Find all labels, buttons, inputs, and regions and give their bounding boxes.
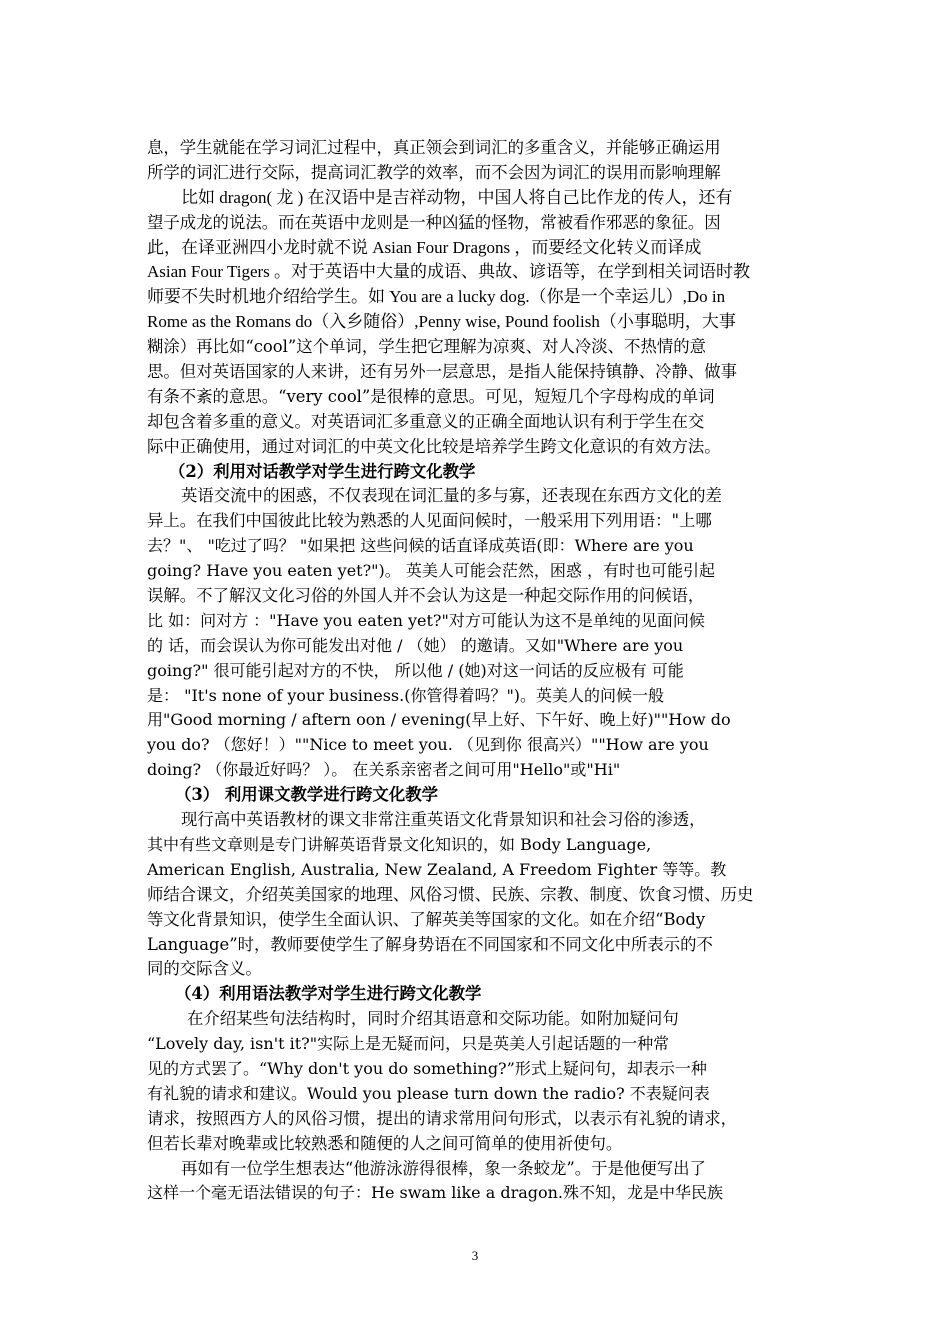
text-line: 但若长辈对晚辈或比较熟悉和随便的人之间可简单的使用祈使句。 bbox=[147, 1133, 623, 1153]
text-line: 再如有一位学生想表达“他游泳游得很棒，象一条蛟龙”。于是他便写出了 bbox=[181, 1158, 706, 1178]
text-line: 英语交流中的困惑，不仅表现在词汇量的多与寡，还表现在东西方文化的差 bbox=[181, 486, 722, 506]
text-line: 等文化背景知识，使学生全面认识、了解英美等国家的文化。如在介绍“Body bbox=[147, 909, 706, 929]
text-line: 息，学生就能在学习词汇过程中，真正领会到词汇的多重含义，并能够正确运用 bbox=[147, 138, 721, 157]
text-line: 却包含着多重的意义。对英语词汇多重意义的正确全面地认识有利于学生在交 bbox=[147, 411, 705, 431]
text-line: 异上。在我们中国彼此比较为熟悉的人见面问候时，一般采用下列用语："上哪 bbox=[147, 511, 712, 531]
text-line: “Lovely day, isn't it?"实际上是无疑而问，只是英美人引起话题的一种常 bbox=[147, 1034, 670, 1054]
text-line: 这样一个毫无语法错误的句子：He swam like a dragon.殊不知，龙是中华民族 bbox=[147, 1183, 724, 1203]
text-line: 比如 dragon( 龙 ) 在汉语中是吉祥动物，中国人将自己比作龙的传人，还有 bbox=[181, 187, 733, 207]
text-line: Rome as the Romans do（入乡随俗）,Penny wise, Pound foolish（小事聪明，大事 bbox=[147, 312, 736, 332]
body-text bbox=[147, 136, 807, 1206]
text-line: 请求，按照西方人的风俗习惯，提出的请求常用问句形式，以表示有礼貌的请求， bbox=[147, 1108, 738, 1128]
section-heading: （3） 利用课文教学进行跨文化教学 bbox=[175, 785, 438, 805]
text-line: going? Have you eaten yet?")。 英美人可能会茫然，困惑 ，有时也可能引起 bbox=[147, 561, 715, 581]
text-line: 思。但对英语国家的人来讲，还有另外一层意思，是指人能保持镇静、冷静、做事 bbox=[147, 362, 738, 382]
text-line: going?" 很可能引起对方的不快， 所以他 / (她)对这一问话的反应极有 可能 bbox=[147, 660, 684, 680]
text-line: 所学的词汇进行交际，提高词汇教学的效率，而不会因为词汇的误用而影响理解 bbox=[147, 162, 721, 182]
text-line: 是： "It's none of your business.(你管得着吗？")。英美人的问候一般 bbox=[147, 685, 665, 705]
page-number: 3 bbox=[471, 1248, 479, 1263]
text-line: Asian Four Tigers 。对于英语中大量的成语、典故、谚语等，在学到相关词语时教 bbox=[147, 262, 751, 282]
text-line: 见的方式罢了。“Why don't you do something?”形式上疑问句，却表示一种 bbox=[147, 1058, 707, 1078]
text-line: 际中正确使用，通过对词汇的中英文化比较是培养学生跨文化意识的有效方法。 bbox=[147, 436, 721, 456]
text-line: 在介绍某些句法结构时，同时介绍其语意和交际功能。如附加疑问句 bbox=[187, 1009, 679, 1029]
text-line: 有礼貌的请求和建议。Would you please turn down the radio? 不表疑问表 bbox=[147, 1083, 710, 1103]
text-line: Language”时，教师要使学生了解身势语在不同国家和不同文化中所表示的不 bbox=[147, 934, 713, 954]
text-line: 同的交际含义。 bbox=[147, 959, 262, 979]
text-line: 此，在译亚洲四小龙时就不说 Asian Four Dragons ，而要经文化转义而译成 bbox=[147, 237, 702, 257]
section-heading: （4）利用语法教学对学生进行跨文化教学 bbox=[175, 984, 482, 1004]
text-line: 误解。不了解汉文化习俗的外国人并不会认为这是一种起交际作用的问候语， bbox=[147, 586, 705, 606]
text-line: American English, Australia, New Zealand, A Freedom Fighter 等等。教 bbox=[147, 859, 727, 879]
text-line: 现行高中英语教材的课文非常注重英语文化背景知识和社会习俗的渗透， bbox=[181, 810, 706, 830]
text-line: 师结合课文，介绍英美国家的地理、风俗习惯、民族、宗教、制度、饮食习惯、历史 bbox=[147, 884, 754, 904]
text-line: 糊涂）再比如“cool”这个单词，学生把它理解为凉爽、对人冷淡、不热情的意 bbox=[147, 337, 707, 357]
text-line: you do? （您好！）""Nice to meet you. （见到你 很高兴）""How are you bbox=[147, 735, 709, 755]
text-line: 用"Good morning / aftern oon / evening(早上好、下午好、晚上好)""How do bbox=[147, 710, 731, 730]
text-line: 望子成龙的说法。而在英语中龙则是一种凶猛的怪物，常被看作邪恶的象征。因 bbox=[147, 212, 721, 232]
text-line: 去？"、 "吃过了吗？ "如果把 这些问候的话直译成英语(即：Where are you bbox=[147, 536, 694, 556]
text-line: doing? （你最近好吗？ ）。 在关系亲密者之间可用"Hello"或"Hi" bbox=[147, 760, 621, 780]
text-line: 有条不紊的意思。“very cool”是很棒的意思。可见，短短几个字母构成的单词 bbox=[147, 386, 715, 406]
text-line: 比 如：问对方 ："Have you eaten yet?"对方可能认为这不是单纯的见面问候 bbox=[147, 610, 705, 630]
text-line: 的 话，而会误认为你可能发出对他 / （她） 的邀请。又如"Where are you bbox=[147, 635, 684, 655]
text-line: 师要不失时机地介绍给学生。如 You are a lucky dog.（你是一个幸运儿）,Do in bbox=[147, 287, 726, 307]
section-heading: （2）利用对话教学对学生进行跨文化教学 bbox=[169, 461, 476, 481]
text-line: 其中有些文章则是专门讲解英语背景文化知识的，如 Body Language, bbox=[147, 834, 652, 854]
